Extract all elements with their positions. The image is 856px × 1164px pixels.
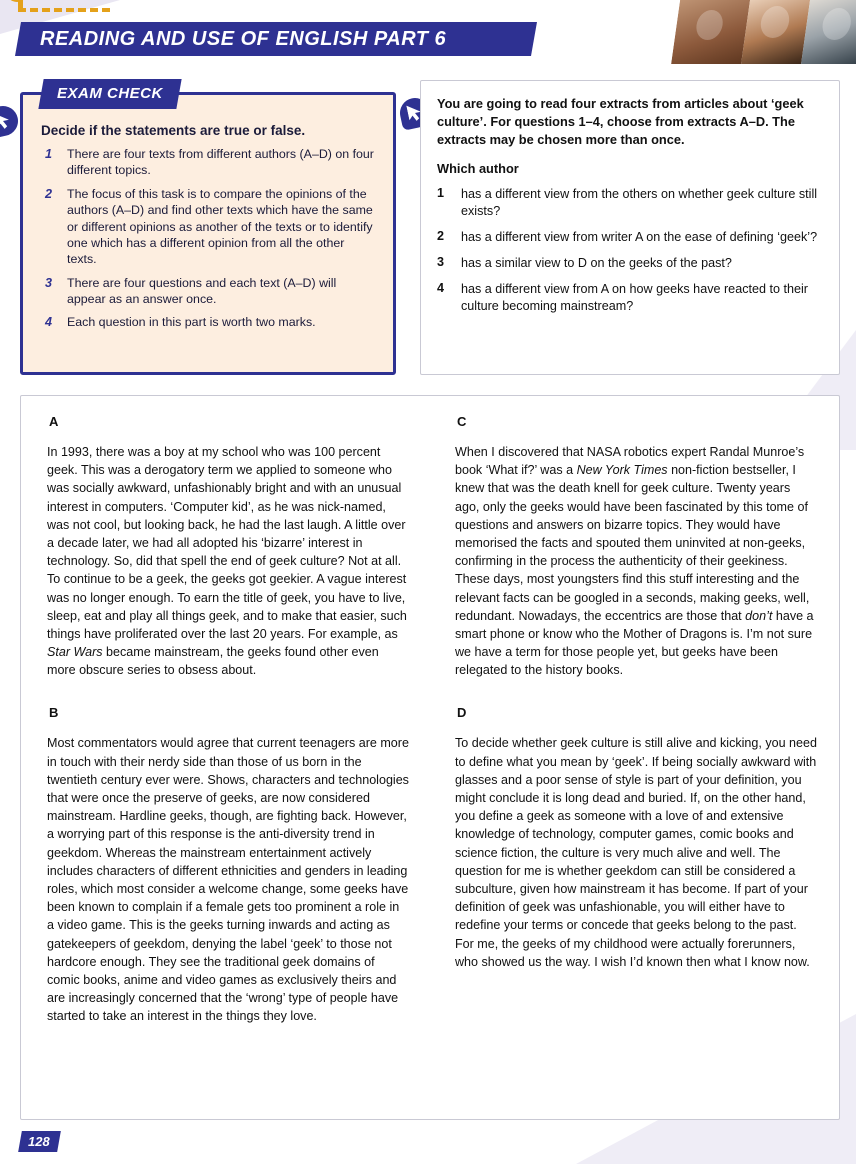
page-title: READING AND USE OF ENGLISH PART 6 [40,28,447,50]
cursor-pointer-icon-left [0,103,21,139]
task-instructions: You are going to read four extracts from articles about ‘geek culture’. For questions 1–4, choose from extracts A–D. The extracts may be chosen more than once. [437,96,804,148]
question-number: 4 [437,281,445,296]
extract-text-c: When I discovered that NASA robotics expert Randal Munroe’s book ‘What if?’ was a New York Times non-fiction bestseller, I knew that was the death knell for geek culture. Twenty years ago, only the geeks would have been fascinated by this tome of questions and answers on bizarre topics. They would have memorised the facts and spouted them uninvited at non-geeks, confirming in the process the authenticity of their geekiness. These days, most youngsters find this stuff interesting and the relevant facts can be googled in a seconds, making geeks, well, redundant. Nowadays, the eccentrics are those that don’t have a smart phone or know who the Mother of Dragons is. I’m not sure we have a term for those people yet, but geeks have been relegated to the history books. [455,445,814,678]
question-row [437,229,823,246]
question-text: has a similar view to D on the geeks of the past? [461,256,732,271]
question-text: has a different view from writer A on the ease of defining ‘geek’? [461,230,818,245]
extract-label-a: A [49,414,59,429]
question-row [437,255,823,272]
extract-label-d: D [457,705,467,721]
header-photo-strip [671,0,856,64]
question-number: 1 [437,186,445,201]
extract-label-b: B [49,705,59,721]
question-number: 3 [437,255,445,270]
list-item: Each question in this part is worth two marks. [67,315,316,330]
extract-label-c: C [457,414,467,429]
list-item: The focus of this task is to compare the opinions of the authors (A–D) and find other texts which have the same or different opinions as another of the texts or to identify one which has a different opinion from all the other texts. [67,186,373,267]
list-item: There are four texts from different authors (A–D) on four different topics. [67,147,374,178]
extract-text-b: Most commentators would agree that current teenagers are more in touch with their nerdy side than those of us born in the twentieth century ever were. Shows, characters and technologies that were once the preserve of geeks, are now considered mainstream. Hardline geeks, though, are fighting back. However, a worrying part of this response is the anti-diversity trend in geekdom. Whereas the mainstream entertainment actively includes characters of different ethnicities and genders in leading roles, which most consider a welcome change, some geeks have been known to complain if a female gets too prominent a role in a video game. This is the geeks turning inwards and acting as gatekeepers of geekdom, denying the label ‘geek’ to those not hardcore enough. They see the traditional geek domains of comic books, anime and video games as exclusively theirs and are increasingly concerned that the ‘wrong’ type of people have started to take an interest in the things they love. [47,736,409,1024]
task-panel [420,80,840,375]
question-number: 2 [437,229,445,244]
unit-title-banner [15,22,537,56]
exam-check-panel [20,85,396,375]
page-number-badge: 128 [18,1131,60,1152]
extracts-panel [20,395,840,1120]
exam-check-list [23,146,393,331]
question-text: has a different view from A on how geeks have reacted to their culture becoming mainstream? [461,282,808,314]
exam-check-lead: Decide if the statements are true or false. [41,123,306,138]
exam-check-tab-label: EXAM CHECK [57,85,163,102]
extracts-column-left [47,414,409,1025]
task-prompt: Which author [437,161,519,177]
question-text: has a different view from the others on whether geek culture still exists? [461,187,818,219]
extract-text-a: In 1993, there was a boy at my school who was 100 percent geek. This was a derogatory term we applied to someone who was socially awkward, unfashionably bright and with an unusual interest in computers. ‘Computer kid’, as he was nick-named, was not cool, but looking back, he had the last laugh. A little over a decade later, we had all adopted his ‘bizarre’ interest in technology. So, did that spell the end of geek culture? Not at all. To continue to be a geek, the geeks got geekier. A vague interest was no longer enough. To earn the title of geek, you have to live, sleep, eat and play all things geek, and to make that easier, such things have proliferated over the last 20 years. For example, as Star Wars became mainstream, the geeks found other even more obscure series to obsess about. [47,445,407,678]
list-item: There are four questions and each text (A–D) will appear as an answer once. [67,275,337,306]
extract-text-d: To decide whether geek culture is still alive and kicking, you need to define what you mean by ‘geek’. If being socially awkward with glasses and a poor sense of style is part of your definition, you might conclude it is long dead and buried. If, on the other hand, you define a geek as someone with a love of and extensive knowledge of technology, computer games, comic books and science fiction, the culture is very much alive and well. The question for me is whether geekdom can still be considered a subculture, given how mainstream it has become. If part of your definition of geek was unfashionable, you will either have to redefine your terms or concede that geeks belong to the past. For me, the geeks of my childhood were actually forerunners, who showed us the way. I wish I’d known then what I know now. [455,736,817,969]
decorative-dashed-flag [18,0,110,12]
exam-check-tab [38,79,181,109]
question-row [437,186,823,220]
extracts-column-right [455,414,817,1025]
question-row [437,281,823,315]
